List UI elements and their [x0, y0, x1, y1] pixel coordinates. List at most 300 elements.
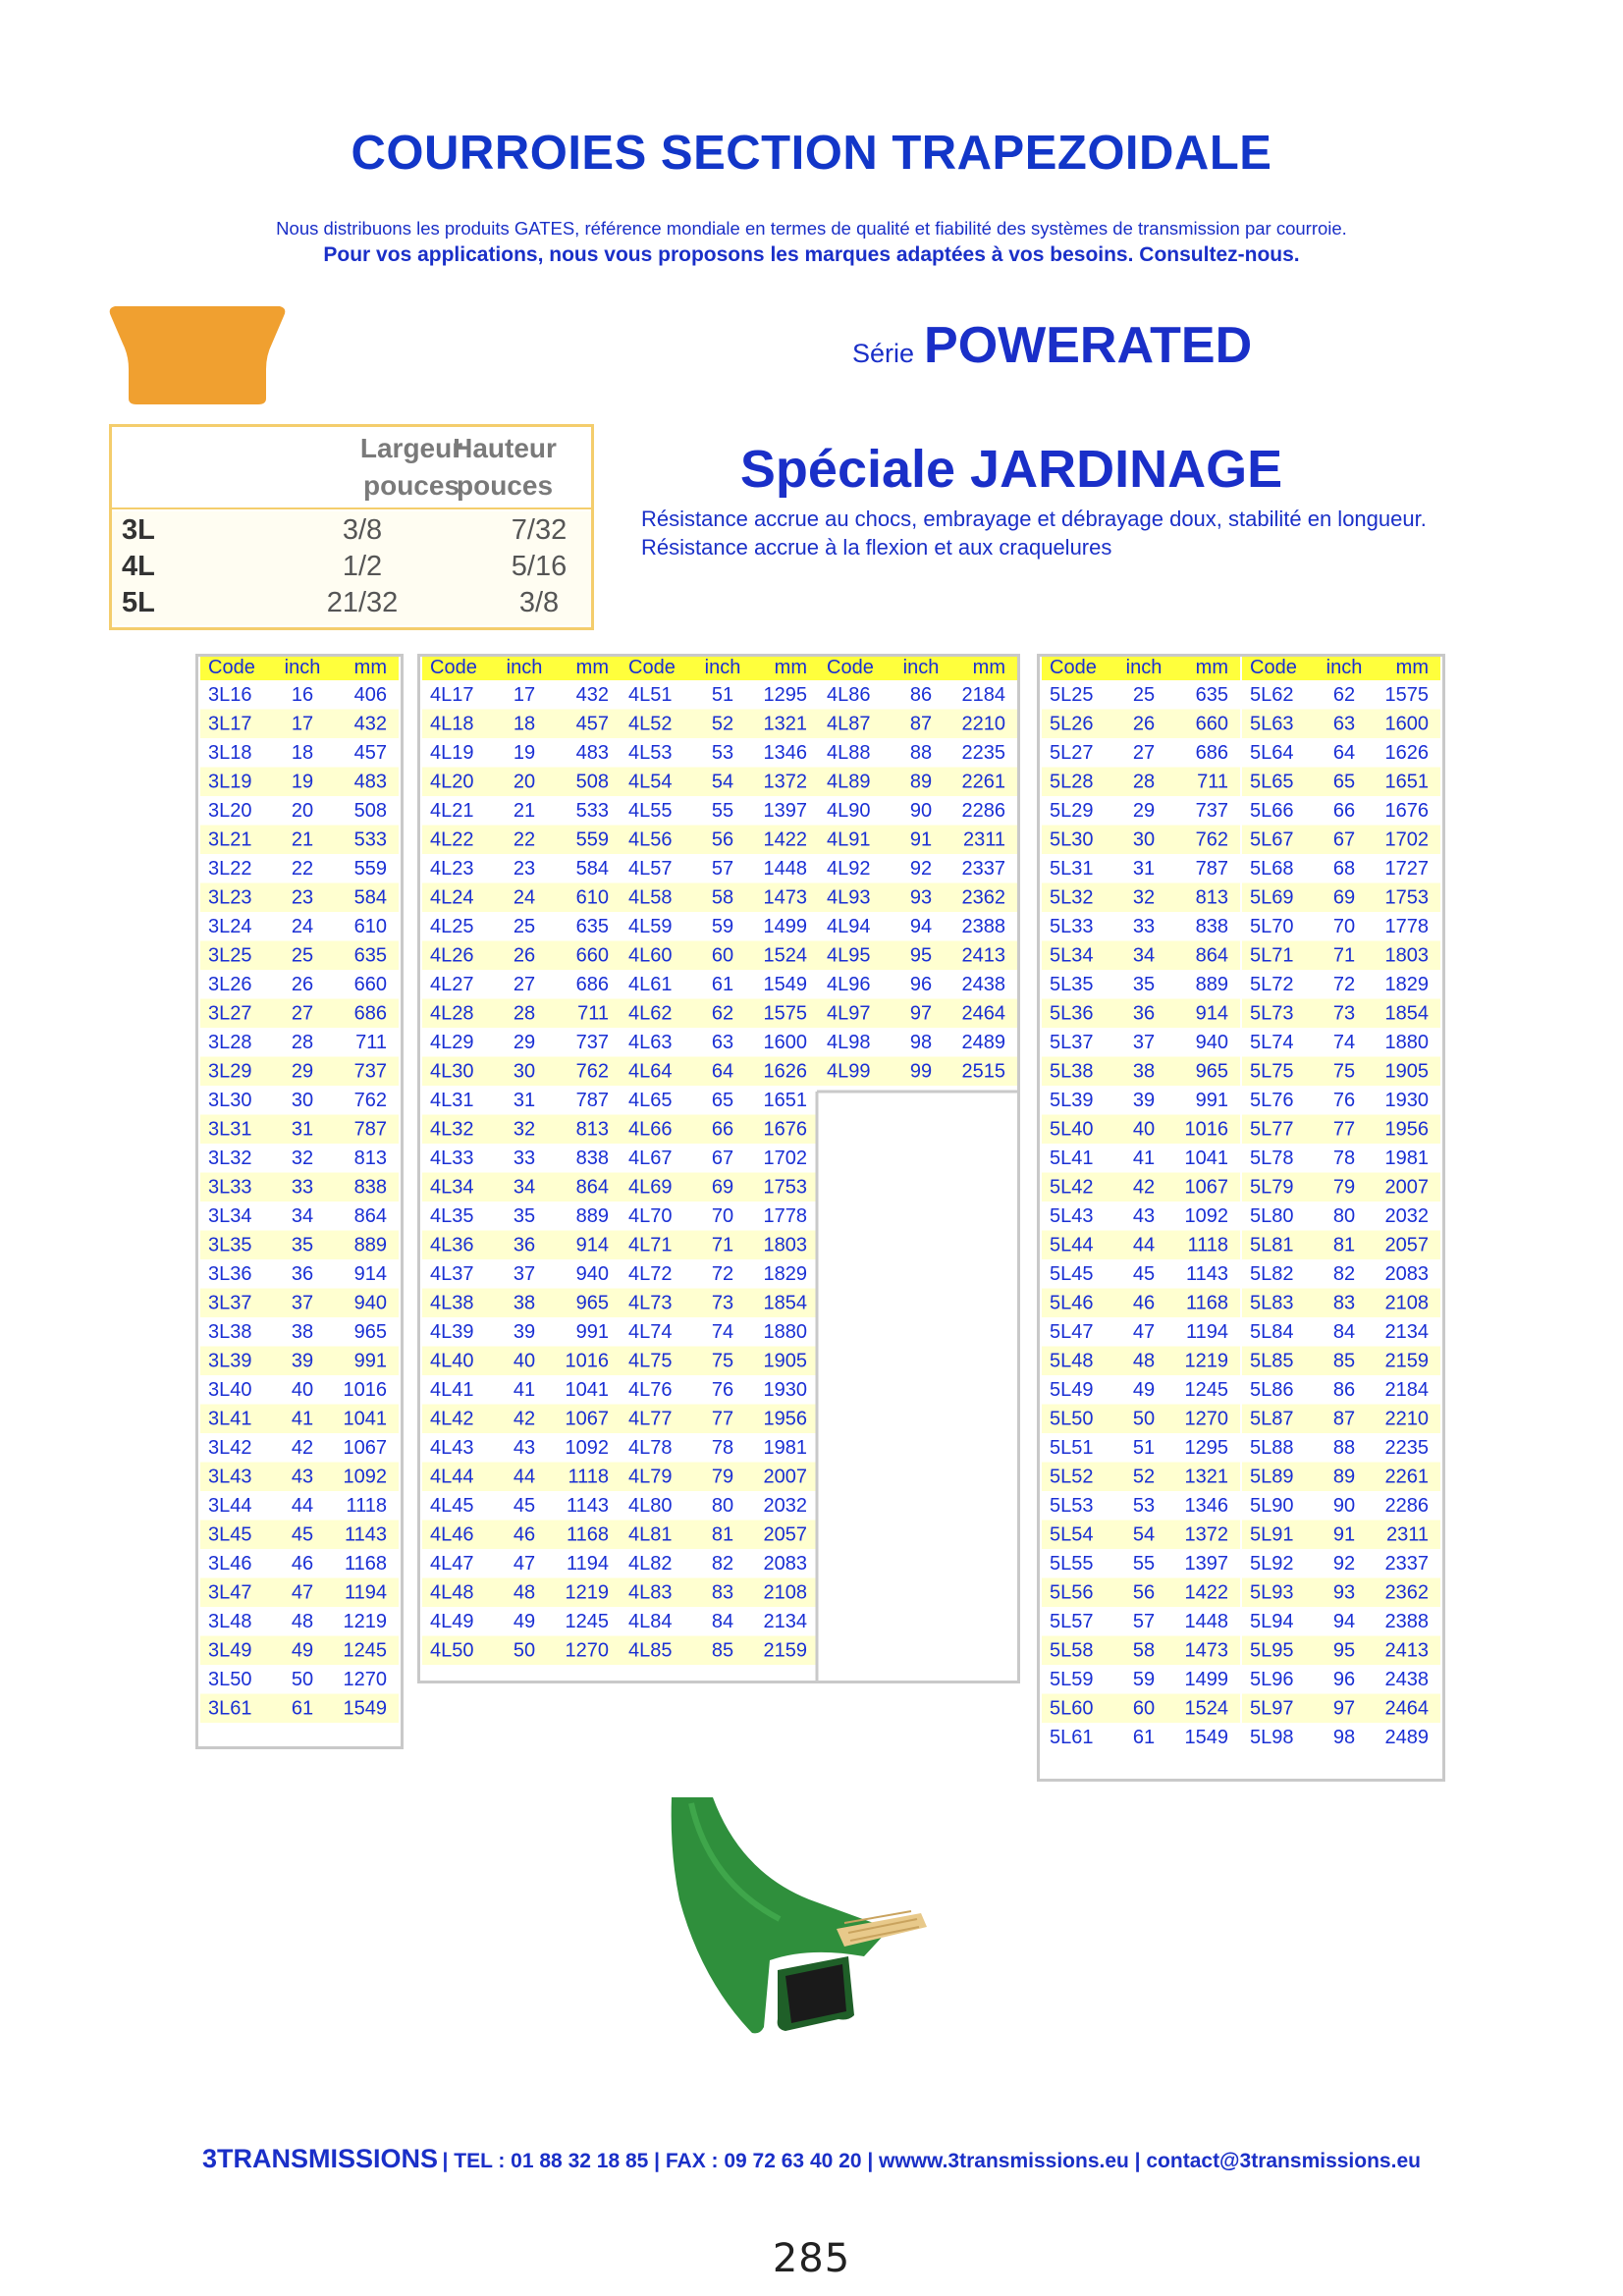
- table-cell: 1219: [1184, 1350, 1228, 1372]
- table-cell: 86: [909, 684, 933, 706]
- table-cell: 60: [1132, 1697, 1156, 1720]
- profile-row: 3L 3/8 7/32: [122, 514, 568, 546]
- table-cell: 787: [575, 1090, 609, 1111]
- table-cell: 74: [711, 1321, 734, 1343]
- table-cell: 5L81: [1250, 1234, 1294, 1256]
- table-cell: 1118: [346, 1495, 387, 1517]
- table-cell: 4L89: [827, 771, 871, 793]
- table-cell: 1549: [343, 1697, 387, 1720]
- table-cell: 99: [909, 1060, 933, 1083]
- table-cell: 533: [575, 800, 609, 822]
- table-cell: 3L43: [208, 1466, 252, 1488]
- table-cell: 2032: [763, 1495, 807, 1517]
- table-cell: 813: [1195, 886, 1228, 909]
- table-cell: 3L33: [208, 1176, 252, 1199]
- table-cell: 5L85: [1250, 1350, 1294, 1372]
- table-cell: 1981: [1384, 1148, 1429, 1169]
- table-cell: 5L61: [1050, 1727, 1094, 1748]
- table-cell: 71: [711, 1234, 734, 1256]
- table-cell: 3L26: [208, 974, 252, 995]
- table-cell: 5L71: [1250, 944, 1294, 967]
- belt-profile-icon: [109, 304, 286, 406]
- table-cell: 4L26: [430, 944, 474, 967]
- table-cell: 1346: [763, 742, 807, 764]
- table-cell: 60: [711, 944, 734, 967]
- table-cell: 4L70: [628, 1205, 673, 1227]
- table-cell: 3L49: [208, 1639, 252, 1662]
- table-cell: 4L32: [430, 1118, 474, 1141]
- table-cell: 914: [1195, 1002, 1228, 1025]
- table-cell: 2007: [1384, 1176, 1429, 1199]
- table-cell: 39: [1132, 1090, 1156, 1111]
- table-cell: 35: [1132, 974, 1156, 995]
- table-cell: 3L37: [208, 1292, 252, 1314]
- table-cell: 1295: [763, 684, 807, 706]
- table-cell: 30: [1132, 828, 1156, 851]
- table-cell: 4L19: [430, 742, 474, 764]
- table-cell: 5L25: [1050, 684, 1094, 706]
- table-cell: 68: [1332, 858, 1356, 880]
- table-cell: 5L30: [1050, 828, 1094, 851]
- table-cell: 559: [575, 828, 609, 851]
- table-cell: 2235: [1384, 1437, 1429, 1459]
- table-cell: 19: [513, 742, 536, 764]
- table-cell: 5L67: [1250, 828, 1294, 851]
- table-cell: 31: [513, 1090, 536, 1111]
- table-cell: 25: [291, 944, 314, 967]
- table-cell: 78: [1332, 1148, 1356, 1169]
- table-cell: 1041: [343, 1408, 387, 1430]
- table-cell: 5L64: [1250, 742, 1294, 764]
- table-cell: 69: [1332, 886, 1356, 909]
- table-cell: 4L24: [430, 886, 474, 909]
- table-cell: 1753: [763, 1176, 807, 1199]
- table-cell: 3L44: [208, 1495, 252, 1517]
- table-cell: 91: [909, 828, 933, 851]
- table-cell: 5L41: [1050, 1148, 1094, 1169]
- table-cell: 4L97: [827, 1002, 871, 1025]
- table-cell: 26: [513, 944, 536, 967]
- table-cell: 49: [1132, 1379, 1156, 1401]
- table-cell: 5L45: [1050, 1263, 1094, 1285]
- table-cell: 914: [353, 1263, 387, 1285]
- table-cell: 37: [1132, 1032, 1156, 1053]
- table-cell: 3L47: [208, 1581, 252, 1604]
- table-cell: 4L46: [430, 1523, 474, 1546]
- table-cell: 97: [1332, 1697, 1356, 1720]
- table-cell: 63: [1332, 713, 1356, 735]
- table-cell: 66: [711, 1118, 734, 1141]
- table-cell: 91: [1332, 1523, 1356, 1546]
- column-header: mm: [575, 657, 609, 678]
- table-cell: 2261: [961, 771, 1005, 793]
- table-cell: 5L35: [1050, 974, 1094, 995]
- table-cell: 65: [1332, 771, 1356, 793]
- profile-row: 4L 1/2 5/16: [122, 551, 568, 582]
- table-cell: 44: [513, 1466, 536, 1488]
- table-cell: 5L43: [1050, 1205, 1094, 1227]
- table-cell: 5L69: [1250, 886, 1294, 909]
- column-header: mm: [1395, 657, 1429, 678]
- table-cell: 5L59: [1050, 1669, 1094, 1690]
- table-cell: 1194: [344, 1581, 387, 1604]
- table-cell: 30: [513, 1060, 536, 1083]
- table-cell: 26: [1132, 713, 1156, 735]
- table-cell: 4L36: [430, 1234, 474, 1256]
- table-cell: 32: [291, 1148, 314, 1169]
- table-cell: 47: [291, 1581, 314, 1604]
- table-cell: 28: [291, 1032, 314, 1053]
- footer-brand: 3TRANSMISSIONS: [202, 2144, 439, 2173]
- table-cell: 3L34: [208, 1205, 252, 1227]
- table-cell: 1245: [1184, 1379, 1228, 1401]
- table-cell: 55: [711, 800, 734, 822]
- table-cell: 2464: [961, 1002, 1005, 1025]
- table-cell: 38: [291, 1321, 314, 1343]
- table-cell: 2134: [763, 1611, 807, 1632]
- table-cell: 45: [291, 1523, 314, 1546]
- table-cell: 4L33: [430, 1148, 474, 1169]
- table-cell: 98: [1332, 1727, 1356, 1748]
- table-cell: 24: [513, 886, 536, 909]
- table-cell: 1448: [763, 858, 807, 880]
- table-cell: 22: [513, 828, 536, 851]
- table-cell: 787: [1195, 858, 1228, 880]
- table-cell: 4L27: [430, 974, 474, 995]
- table-cell: 3L19: [208, 771, 252, 793]
- table-cell: 4L69: [628, 1176, 673, 1199]
- table-cell: 1092: [343, 1466, 387, 1488]
- table-cell: 1778: [1384, 916, 1429, 937]
- table-cell: 89: [1332, 1466, 1356, 1488]
- table-cell: 44: [291, 1495, 314, 1517]
- table-cell: 80: [711, 1495, 734, 1517]
- table-cell: 77: [1332, 1118, 1356, 1141]
- table-cell: 43: [513, 1437, 536, 1459]
- table-cell: 4L54: [628, 771, 673, 793]
- table-cell: 483: [353, 771, 387, 793]
- serie-heading: [852, 316, 1252, 375]
- table-cell: 406: [353, 684, 387, 706]
- table-3L: [195, 654, 404, 1749]
- table-cell: 47: [1132, 1321, 1156, 1343]
- table-cell: 2083: [1384, 1263, 1429, 1285]
- table-cell: 1321: [1184, 1466, 1228, 1488]
- column-header: Code: [628, 657, 676, 678]
- table-cell: 4L90: [827, 800, 871, 822]
- table-cell: 4L74: [628, 1321, 673, 1343]
- table-cell: 1549: [763, 974, 807, 995]
- column-header: inch: [506, 657, 543, 678]
- table-cell: 1956: [1384, 1118, 1429, 1141]
- table-cell: 559: [353, 858, 387, 880]
- table-cell: 18: [291, 742, 314, 764]
- table-cell: 5L47: [1050, 1321, 1094, 1343]
- table-cell: 2362: [1384, 1581, 1429, 1604]
- table-cell: 4L21: [430, 800, 474, 822]
- table-cell: 20: [291, 800, 314, 822]
- table-cell: 4L81: [628, 1523, 673, 1546]
- table-cell: 35: [513, 1205, 536, 1227]
- table-cell: 61: [1132, 1727, 1156, 1748]
- table-cell: 5L66: [1250, 800, 1294, 822]
- table-cell: 432: [353, 713, 387, 735]
- table-cell: 2261: [1384, 1466, 1429, 1488]
- table-cell: 95: [1332, 1639, 1356, 1662]
- table-cell: 5L42: [1050, 1176, 1094, 1199]
- table-cell: 533: [353, 828, 387, 851]
- blank-area: [817, 1092, 1017, 1681]
- table-cell: 4L60: [628, 944, 673, 967]
- table-cell: 97: [909, 1002, 933, 1025]
- table-cell: 53: [1132, 1495, 1156, 1517]
- table-cell: 889: [1195, 974, 1228, 995]
- table-cell: 991: [575, 1321, 609, 1343]
- table-cell: 660: [1195, 713, 1228, 735]
- table-cell: 64: [1332, 742, 1356, 764]
- table-cell: 737: [575, 1032, 609, 1053]
- table-cell: 5L70: [1250, 916, 1294, 937]
- table-cell: 5L96: [1250, 1669, 1294, 1690]
- table-cell: 2210: [1384, 1408, 1429, 1430]
- table-cell: 4L78: [628, 1437, 673, 1459]
- table-cell: 1473: [1184, 1639, 1228, 1662]
- table-cell: 43: [1132, 1205, 1156, 1227]
- table-cell: 1245: [343, 1639, 387, 1662]
- table-cell: 2438: [961, 974, 1005, 995]
- table-cell: 34: [1132, 944, 1156, 967]
- table-cell: 24: [291, 916, 314, 937]
- table-cell: 78: [711, 1437, 734, 1459]
- table-cell: 787: [353, 1118, 387, 1141]
- table-cell: 5L55: [1050, 1553, 1094, 1575]
- table-cell: 53: [711, 742, 734, 764]
- column-header: inch: [902, 657, 940, 678]
- table-cell: 96: [1332, 1669, 1356, 1690]
- table-cell: 610: [575, 886, 609, 909]
- table-cell: 43: [291, 1466, 314, 1488]
- table-cell: 2286: [1384, 1495, 1429, 1517]
- table-cell: 4L80: [628, 1495, 673, 1517]
- table-cell: 29: [1132, 800, 1156, 822]
- table-cell: 1626: [1384, 742, 1429, 764]
- table-cell: 16: [291, 684, 314, 706]
- table-cell: 660: [353, 974, 387, 995]
- table-cell: 1880: [763, 1321, 807, 1343]
- table-cell: 1372: [763, 771, 807, 793]
- table-cell: 1092: [1184, 1205, 1228, 1227]
- table-cell: 1676: [1384, 800, 1429, 822]
- table-cell: 2184: [1384, 1379, 1429, 1401]
- table-cell: 2210: [961, 713, 1005, 735]
- table-cell: 5L72: [1250, 974, 1294, 995]
- table-cell: 3L41: [208, 1408, 252, 1430]
- table-cell: 1753: [1384, 886, 1429, 909]
- table-cell: 92: [909, 858, 933, 880]
- table-cell: 85: [1332, 1350, 1356, 1372]
- table-cell: 94: [1332, 1611, 1356, 1632]
- table-cell: 1270: [343, 1669, 387, 1690]
- table-cell: 50: [1132, 1408, 1156, 1430]
- table-cell: 1270: [1184, 1408, 1228, 1430]
- table-cell: 41: [513, 1379, 536, 1401]
- table-cell: 84: [711, 1611, 734, 1632]
- table-cell: 96: [909, 974, 933, 995]
- table-cell: 5L50: [1050, 1408, 1094, 1430]
- table-cell: 94: [909, 916, 933, 937]
- table-cell: 74: [1332, 1032, 1356, 1053]
- table-cell: 1067: [1184, 1176, 1228, 1199]
- table-cell: 5L97: [1250, 1697, 1294, 1720]
- column-header: mm: [353, 657, 387, 678]
- table-cell: 93: [909, 886, 933, 909]
- table-cell: 42: [1132, 1176, 1156, 1199]
- table-cell: 61: [711, 974, 734, 995]
- table-cell: 2032: [1384, 1205, 1429, 1227]
- table-cell: 5L75: [1250, 1060, 1294, 1083]
- table-cell: 3L46: [208, 1553, 252, 1575]
- table-cell: 32: [513, 1118, 536, 1141]
- table-cell: 29: [513, 1032, 536, 1053]
- table-cell: 85: [711, 1639, 734, 1662]
- table-cell: 1372: [1184, 1523, 1228, 1546]
- table-cell: 2134: [1384, 1321, 1429, 1343]
- table-cell: 4L34: [430, 1176, 474, 1199]
- table-cell: 737: [1195, 800, 1228, 822]
- table-cell: 87: [909, 713, 933, 735]
- table-cell: 3L27: [208, 1002, 252, 1025]
- table-cell: 42: [291, 1437, 314, 1459]
- table-cell: 4L42: [430, 1408, 474, 1430]
- table-cell: 4L48: [430, 1581, 474, 1604]
- table-cell: 3L32: [208, 1148, 252, 1169]
- header-height: Hauteur pouces: [453, 433, 557, 501]
- table-cell: 36: [513, 1234, 536, 1256]
- table-cell: 79: [1332, 1176, 1356, 1199]
- column-header: inch: [1125, 657, 1163, 678]
- table-cell: 4L58: [628, 886, 673, 909]
- table-cell: 28: [513, 1002, 536, 1025]
- intro-line-1: Nous distribuons les produits GATES, référence mondiale en termes de qualité et fiabilité des systèmes de transmission par courroie.: [276, 218, 1347, 239]
- table-cell: 44: [1132, 1234, 1156, 1256]
- table-cell: 80: [1332, 1205, 1356, 1227]
- table-cell: 4L47: [430, 1553, 474, 1575]
- table-cell: 686: [575, 974, 609, 995]
- table-cell: 34: [291, 1205, 314, 1227]
- table-cell: 3L21: [208, 828, 252, 851]
- table-cell: 3L28: [208, 1032, 252, 1053]
- table-cell: 762: [575, 1060, 609, 1083]
- table-cell: 4L17: [430, 684, 474, 706]
- table-cell: 2311: [1385, 1523, 1429, 1546]
- table-cell: 31: [291, 1118, 314, 1141]
- table-cell: 56: [1132, 1581, 1156, 1604]
- table-cell: 81: [711, 1523, 734, 1546]
- table-cell: 2515: [961, 1060, 1005, 1083]
- table-cell: 1067: [565, 1408, 609, 1430]
- table-cell: 82: [711, 1553, 734, 1575]
- table-cell: 508: [353, 800, 387, 822]
- table-cell: 432: [575, 684, 609, 706]
- table-cell: 83: [711, 1581, 734, 1604]
- table-cell: 2311: [962, 828, 1005, 851]
- table-4L-left: [417, 654, 1020, 1683]
- table-cell: 49: [513, 1611, 536, 1632]
- table-cell: 5L77: [1250, 1118, 1294, 1141]
- table-cell: 31: [1132, 858, 1156, 880]
- table-cell: 965: [1195, 1060, 1228, 1083]
- table-cell: 1270: [565, 1639, 609, 1662]
- table-cell: 62: [1332, 684, 1356, 706]
- column-header: inch: [1325, 657, 1363, 678]
- table-cell: 889: [353, 1234, 387, 1256]
- table-cell: 36: [291, 1263, 314, 1285]
- table-cell: 2286: [961, 800, 1005, 822]
- table-cell: 1803: [763, 1234, 807, 1256]
- table-cell: 2108: [763, 1581, 807, 1604]
- table-cell: 3L50: [208, 1669, 252, 1690]
- table-cell: 84: [1332, 1321, 1356, 1343]
- table-cell: 3L45: [208, 1523, 252, 1546]
- table-cell: 711: [577, 1002, 609, 1025]
- table-cell: 1524: [763, 944, 807, 967]
- table-cell: 2159: [763, 1639, 807, 1662]
- table-cell: 1194: [566, 1553, 609, 1575]
- table-cell: 3L24: [208, 916, 252, 937]
- table-cell: 1575: [1384, 684, 1429, 706]
- table-cell: 26: [291, 974, 314, 995]
- table-cell: 4L84: [628, 1611, 673, 1632]
- table-cell: 92: [1332, 1553, 1356, 1575]
- table-cell: 37: [291, 1292, 314, 1314]
- table-cell: 5L86: [1250, 1379, 1294, 1401]
- table-cell: 45: [513, 1495, 536, 1517]
- table-cell: 1422: [763, 828, 807, 851]
- table-cell: 5L37: [1050, 1032, 1094, 1053]
- table-cell: 5L63: [1250, 713, 1294, 735]
- table-cell: 62: [711, 1002, 734, 1025]
- table-cell: 5L76: [1250, 1090, 1294, 1111]
- table-cell: 59: [1132, 1669, 1156, 1690]
- table-cell: 4L62: [628, 1002, 673, 1025]
- table-cell: 21: [513, 800, 536, 822]
- table-cell: 65: [711, 1090, 734, 1111]
- table-cell: 1041: [1184, 1148, 1228, 1169]
- table-cell: 1930: [1384, 1090, 1429, 1111]
- table-cell: 81: [1332, 1234, 1356, 1256]
- table-cell: 36: [1132, 1002, 1156, 1025]
- table-cell: 4L18: [430, 713, 474, 735]
- table-cell: 1168: [344, 1553, 387, 1575]
- table-cell: 5L68: [1250, 858, 1294, 880]
- table-cell: 25: [1132, 684, 1156, 706]
- table-cell: 1118: [1187, 1234, 1228, 1256]
- table-cell: 4L61: [628, 974, 673, 995]
- table-cell: 584: [353, 886, 387, 909]
- table-cell: 5L73: [1250, 1002, 1294, 1025]
- table-cell: 1143: [1185, 1263, 1228, 1285]
- table-cell: 93: [1332, 1581, 1356, 1604]
- table-cell: 1600: [763, 1032, 807, 1053]
- table-cell: 4L96: [827, 974, 871, 995]
- table-cell: 28: [1132, 771, 1156, 793]
- page-title: COURROIES SECTION TRAPEZOIDALE: [351, 127, 1272, 180]
- table-cell: 51: [1132, 1437, 1156, 1459]
- table-cell: 17: [291, 713, 314, 735]
- table-cell: 1397: [763, 800, 807, 822]
- table-cell: 3L23: [208, 886, 252, 909]
- table-cell: 4L91: [827, 828, 871, 851]
